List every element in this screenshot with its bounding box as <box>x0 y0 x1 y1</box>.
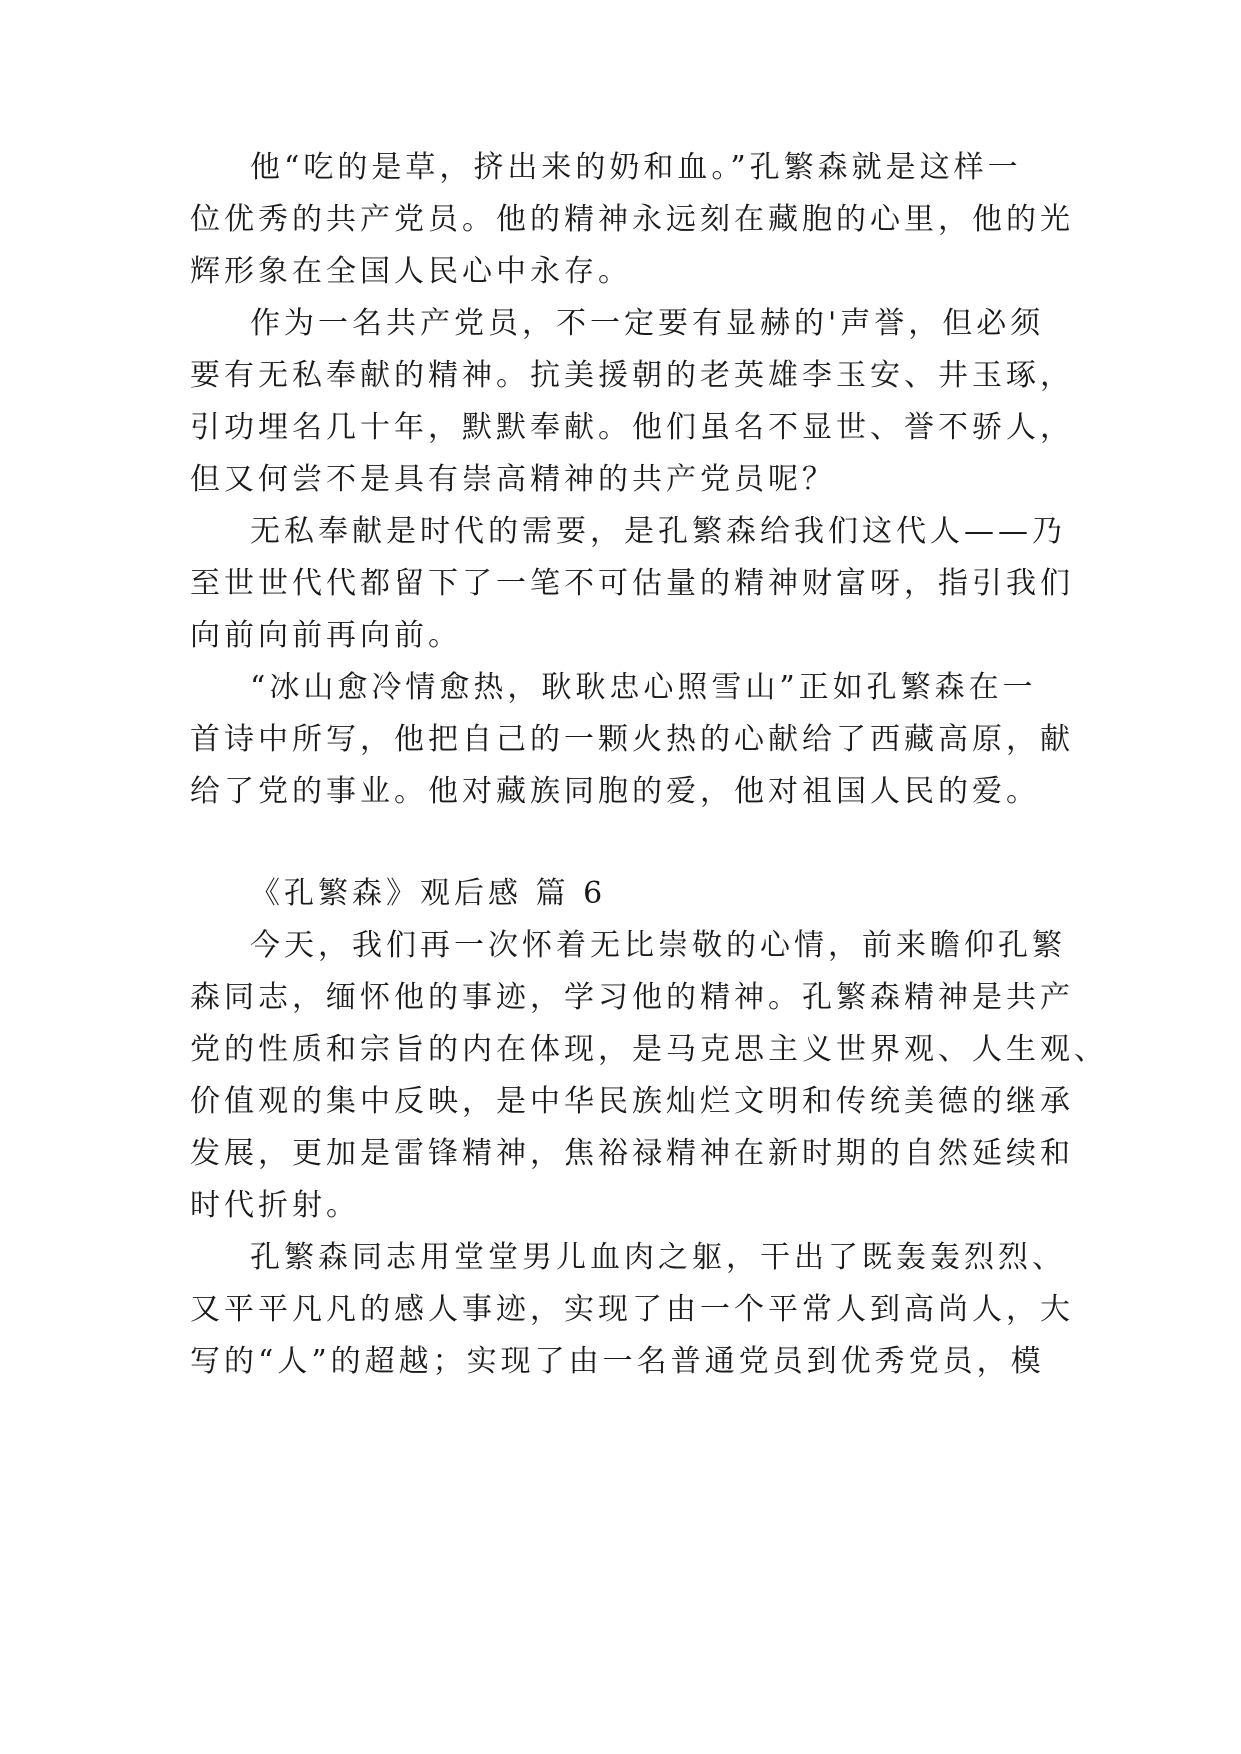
paragraph-5-line-5: 发展，更加是雷锋精神，焦裕禄精神在新时期的自然延续和 <box>190 1136 1074 1171</box>
paragraph-3-line-1: 无私奉献是时代的需要，是孔繁森给我们这代人——乃 <box>250 514 1066 549</box>
paragraph-6-line-1: 孔繁森同志用堂堂男儿血肉之躯，干出了既轰轰烈烈、 <box>250 1240 1066 1275</box>
paragraph-5-line-1: 今天，我们再一次怀着无比崇敬的心情，前来瞻仰孔繁 <box>250 928 1066 963</box>
paragraph-3-line-3: 向前向前再向前。 <box>190 618 462 653</box>
paragraph-2-line-3: 引功埋名几十年，默默奉献。他们虽名不显世、誉不骄人， <box>190 410 1074 445</box>
paragraph-4-line-2: 首诗中所写，他把自己的一颗火热的心献给了西藏高原，献 <box>190 722 1074 757</box>
paragraph-4-line-3: 给了党的事业。他对藏族同胞的爱，他对祖国人民的爱。 <box>190 774 1040 809</box>
section-heading: 《孔繁森》观后感 篇 6 <box>250 876 607 911</box>
paragraph-2-line-2: 要有无私奉献的精神。抗美援朝的老英雄李玉安、井玉琢， <box>190 358 1074 393</box>
paragraph-1-line-2: 位优秀的共产党员。他的精神永远刻在藏胞的心里，他的光 <box>190 202 1074 237</box>
paragraph-4-line-1: “冰山愈冷情愈热，耿耿忠心照雪山”正如孔繁森在一 <box>250 670 1037 705</box>
paragraph-6-line-3: 写的“人”的超越；实现了由一名普通党员到优秀党员，模 <box>190 1344 1045 1379</box>
paragraph-5-line-2: 森同志，缅怀他的事迹，学习他的精神。孔繁森精神是共产 <box>190 980 1074 1015</box>
paragraph-2-line-4: 但又何尝不是具有崇高精神的共产党员呢？ <box>190 462 836 497</box>
paragraph-5-line-3: 党的性质和宗旨的内在体现，是马克思主义世界观、人生观、 <box>190 1032 1108 1067</box>
paragraph-5-line-4: 价值观的集中反映，是中华民族灿烂文明和传统美德的继承 <box>190 1084 1074 1119</box>
paragraph-3-line-2: 至世世代代都留下了一笔不可估量的精神财富呀，指引我们 <box>190 566 1074 601</box>
paragraph-1-line-1: 他“吃的是草，挤出来的奶和血。”孔繁森就是这样一 <box>250 150 1022 185</box>
paragraph-1-line-3: 辉形象在全国人民心中永存。 <box>190 254 632 289</box>
paragraph-6-line-2: 又平平凡凡的感人事迹，实现了由一个平常人到高尚人，大 <box>190 1292 1074 1327</box>
paragraph-5-line-6: 时代折射。 <box>190 1188 360 1223</box>
paragraph-2-line-1: 作为一名共产党员，不一定要有显赫的'声誉，但必须 <box>250 306 1045 341</box>
